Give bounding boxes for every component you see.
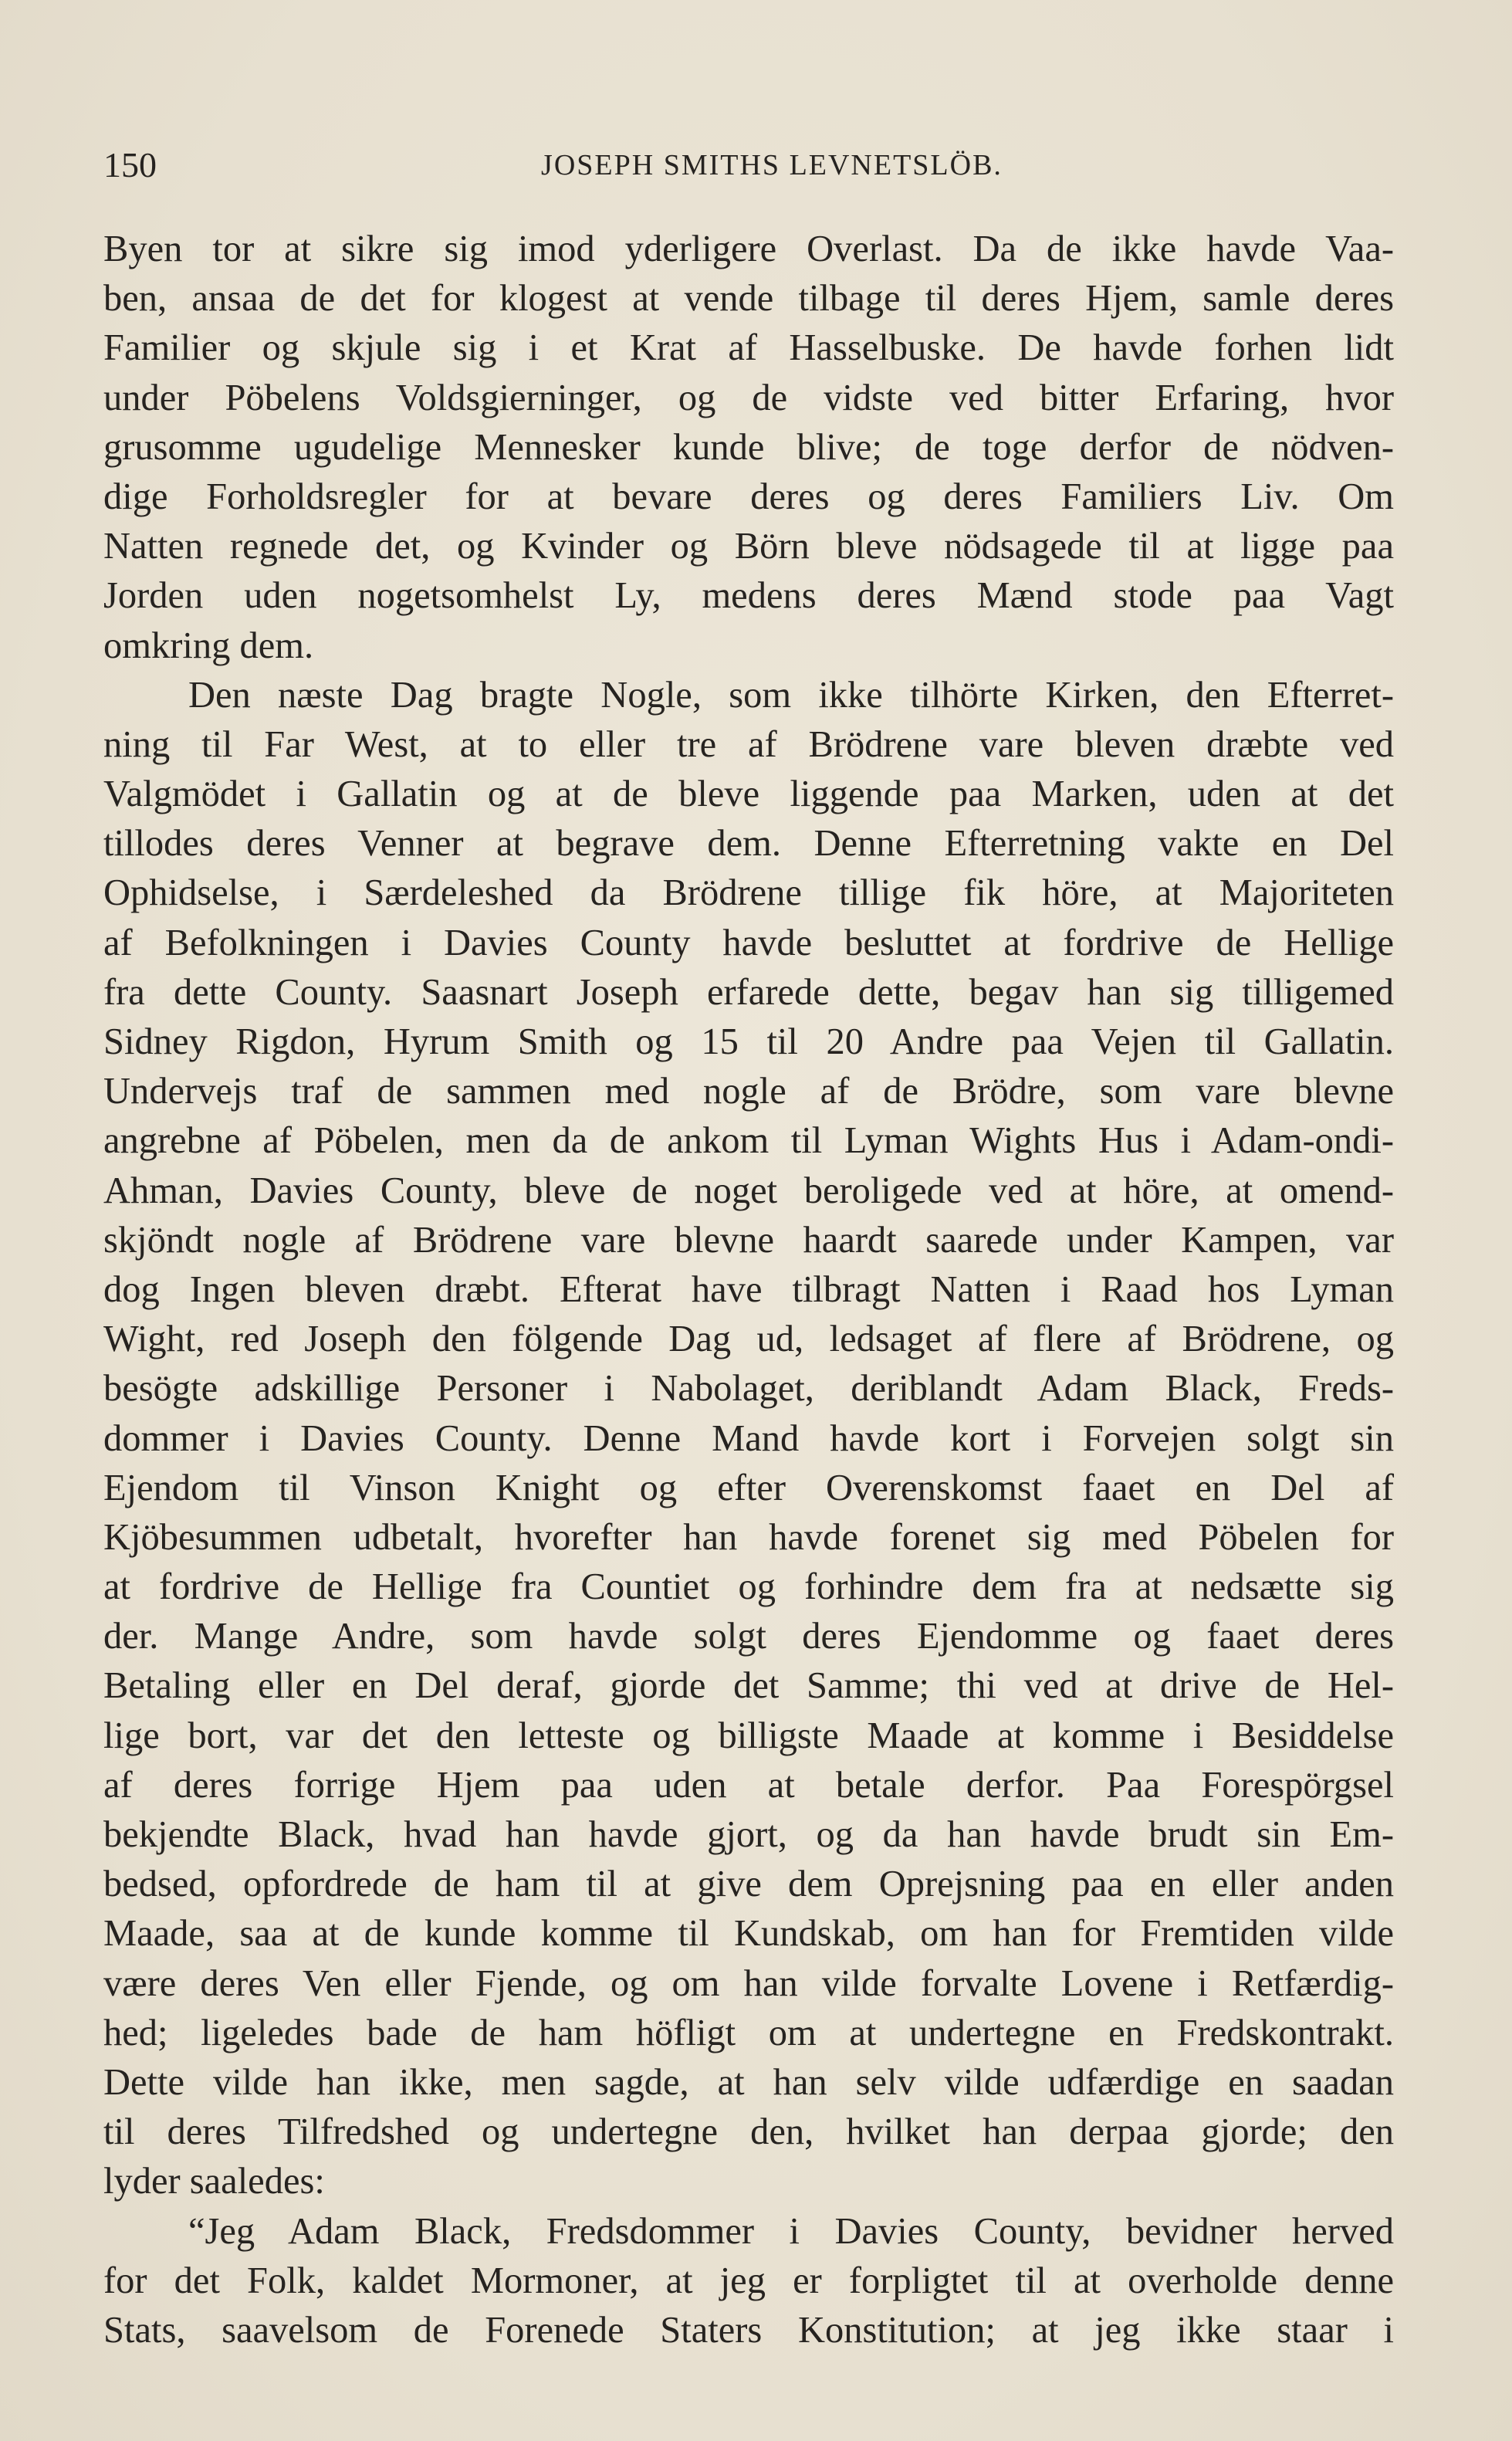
- text-line: af deres forrige Hjem paa uden at betale derfor. Paa Forespörgsel: [103, 1764, 1394, 1806]
- text-line: lyder saaledes:: [103, 2161, 325, 2202]
- text-line: at fordrive de Hellige fra Countiet og forhindre dem fra at nedsætte sig: [103, 1566, 1394, 1608]
- text-line: Familier og skjule sig i et Krat af Hasselbuske. De havde forhen lidt: [103, 327, 1394, 369]
- text-line: Ophidselse, i Særdeleshed da Brödrene tillige fik höre, at Majoriteten: [103, 872, 1394, 914]
- text-line: ben, ansaa de det for klogest at vende tilbage til deres Hjem, samle deres: [103, 278, 1394, 320]
- text-line: tillodes deres Venner at begrave dem. Denne Efterretning vakte en Del: [103, 823, 1394, 865]
- running-title: JOSEPH SMITHS LEVNETSLÖB.: [541, 149, 1003, 181]
- text-line: skjöndt nogle af Brödrene vare blevne haardt saarede under Kampen, var: [103, 1219, 1394, 1261]
- text-line: til deres Tilfredshed og undertegne den, hvilket han derpaa gjorde; den: [103, 2111, 1394, 2153]
- text-line: Jorden uden nogetsomhelst Ly, medens deres Mænd stode paa Vagt: [103, 575, 1394, 617]
- text-line: bedsed, opfordrede de ham til at give dem Oprejsning paa en eller anden: [103, 1864, 1394, 1905]
- text-line: Byen tor at sikre sig imod yderligere Overlast. Da de ikke havde Vaa-: [103, 229, 1394, 269]
- text-line: ning til Far West, at to eller tre af Brödrene vare bleven dræbte ved: [103, 723, 1394, 765]
- text-line: dommer i Davies County. Denne Mand havde kort i Forvejen solgt sin: [103, 1417, 1394, 1459]
- text-line: under Pöbelens Voldsgierninger, og de vidste ved bitter Erfaring, hvor: [103, 377, 1394, 418]
- text-line: lige bort, var det den letteste og billigste Maade at komme i Besiddelse: [103, 1715, 1394, 1756]
- text-line: Betaling eller en Del deraf, gjorde det Samme; thi ved at drive de Hel-: [103, 1665, 1394, 1707]
- text-line: Sidney Rigdon, Hyrum Smith og 15 til 20 Andre paa Vejen til Gallatin.: [103, 1021, 1394, 1062]
- paragraph: [103, 225, 1394, 671]
- text-line: Valgmödet i Gallatin og at de bleve liggende paa Marken, uden at det: [103, 774, 1394, 815]
- text-line: Natten regnede det, og Kvinder og Börn bleve nödsagede til at ligge paa: [103, 526, 1394, 567]
- text-line: omkring dem.: [103, 625, 314, 666]
- paragraph: [103, 671, 1394, 2207]
- text-line: hed; ligeledes bade de ham höfligt om at undertegne en Fredskontrakt.: [103, 2012, 1394, 2053]
- page-number: 150: [103, 145, 157, 185]
- text-line: Dette vilde han ikke, men sagde, at han selv vilde udfærdige en saadan: [103, 2061, 1394, 2103]
- text-line: Den næste Dag bragte Nogle, som ikke tilhörte Kirken, den Efterret-: [188, 674, 1394, 716]
- text-line: Wight, red Joseph den fölgende Dag ud, ledsaget af flere af Brödrene, og: [103, 1319, 1394, 1360]
- text-line: Kjöbesummen udbetalt, hvorefter han havde forenet sig med Pöbelen for: [103, 1516, 1394, 1558]
- text-line: besögte adskillige Personer i Nabolaget, deriblandt Adam Black, Freds-: [103, 1368, 1394, 1410]
- running-head: [103, 142, 1394, 188]
- text-line: for det Folk, kaldet Mormoner, at jeg er forpligtet til at overholde denne: [103, 2260, 1394, 2301]
- text-line: bekjendte Black, hvad han havde gjort, og da han havde brudt sin Em-: [103, 1814, 1394, 1855]
- text-line: “Jeg Adam Black, Fredsdommer i Davies County, bevidner herved: [188, 2210, 1394, 2252]
- paragraph: [103, 2207, 1394, 2356]
- text-line: Ahman, Davies County, bleve de noget beroligede ved at höre, at omend-: [103, 1170, 1394, 1211]
- text-line: af Befolkningen i Davies County havde besluttet at fordrive de Hellige: [103, 922, 1394, 963]
- text-line: dige Forholdsregler for at bevare deres og deres Familiers Liv. Om: [103, 476, 1394, 517]
- text-line: dog Ingen bleven dræbt. Efterat have tilbragt Natten i Raad hos Lyman: [103, 1268, 1394, 1310]
- text-line: fra dette County. Saasnart Joseph erfarede dette, begav han sig tilligemed: [103, 971, 1394, 1013]
- text-line: grusomme ugudelige Mennesker kunde blive; de toge derfor de nödven-: [103, 426, 1394, 468]
- text-line: angrebne af Pöbelen, men da de ankom til Lyman Wights Hus i Adam-ondi-: [103, 1120, 1394, 1162]
- text-line: Stats, saavelsom de Forenede Staters Konstitution; at jeg ikke staar i: [103, 2309, 1394, 2351]
- text-line: Undervejs traf de sammen med nogle af de Brödre, som vare blevne: [103, 1071, 1394, 1112]
- text-line: være deres Ven eller Fjende, og om han vilde forvalte Lovene i Retfærdig-: [103, 1962, 1394, 2004]
- body-text: [103, 225, 1394, 2355]
- text-line: der. Mange Andre, som havde solgt deres Ejendomme og faaet deres: [103, 1616, 1394, 1657]
- text-line: Maade, saa at de kunde komme til Kundskab, om han for Fremtiden vilde: [103, 1913, 1394, 1955]
- text-line: Ejendom til Vinson Knight og efter Overenskomst faaet en Del af: [103, 1467, 1394, 1508]
